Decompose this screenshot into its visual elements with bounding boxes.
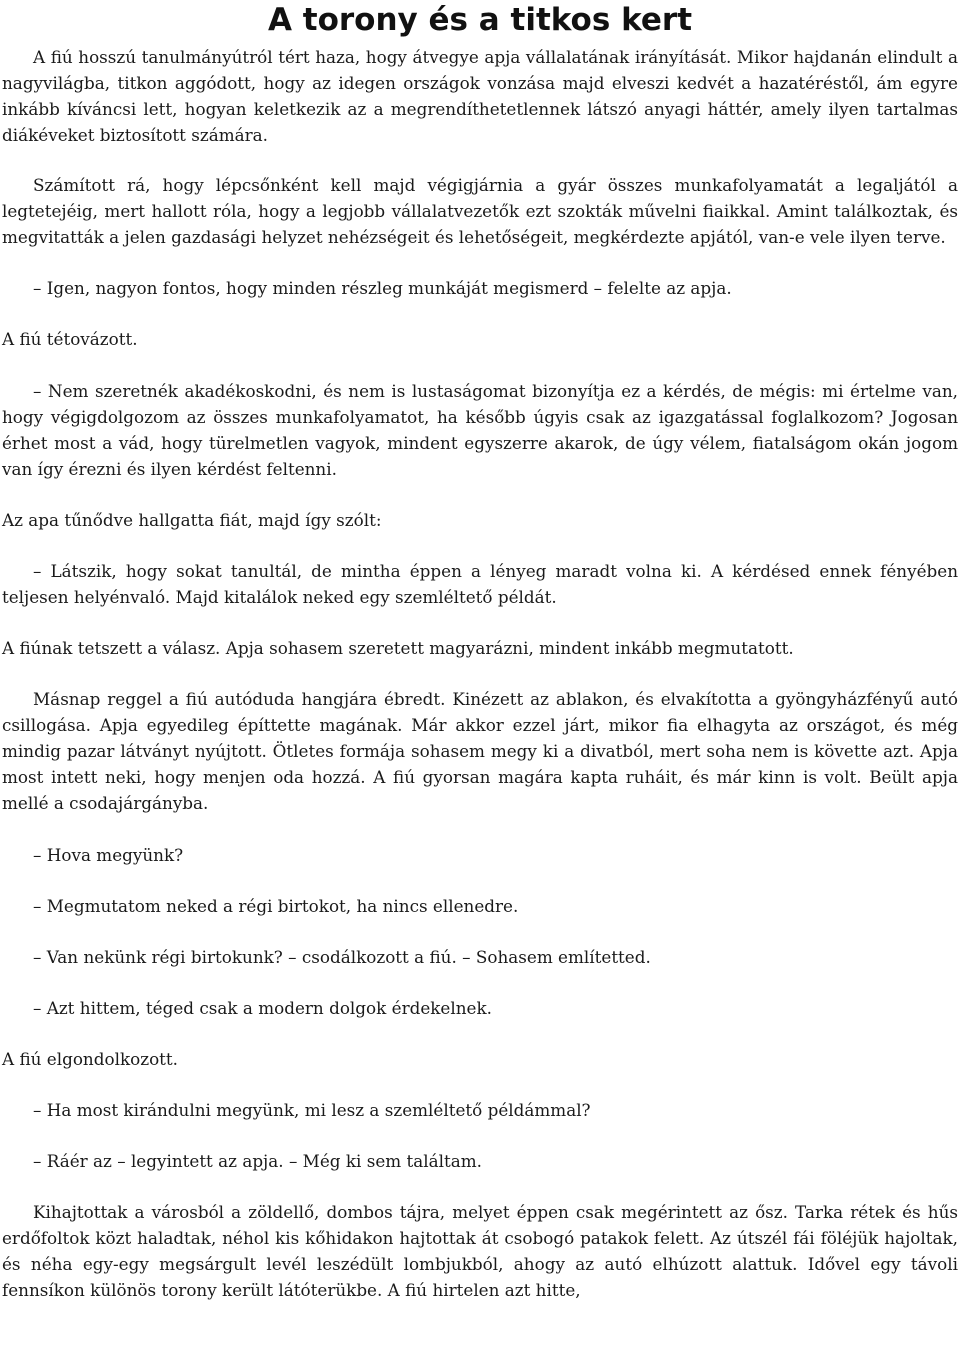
paragraph-6: Másnap reggel a fiú autóduda hangjára ébredt. Kinézett az ablakon, és elvakította a gyöngyházfényű autó csillogása. Apja egyedileg építtette magának. Már akkor ezzel járt, mikor fia elhagyta az országot, és még mindig pazar látványt nyújtott. Ötletes formája sohasem megy ki a divatból, mert soha nem is követte azt. Apja most intett neki, hogy menjen oda hozzá. A fiú gyorsan magára kapta ruháit, és már kinn is volt. Beült apja mellé a csodajárgányba. — [2, 689, 958, 813]
dialogue-line-4: – Hova megyünk? — [33, 845, 184, 865]
dialogue-line-5: – Megmutatom neked a régi birtokot, ha nincs ellenedre. — [33, 896, 519, 916]
paragraph-5: A fiúnak tetszett a válasz. Apja sohasem szeretett magyarázni, mindent inkább megmutatott. — [2, 638, 794, 658]
document-title: A torony és a titkos kert — [267, 2, 693, 38]
dialogue-line-1: – Igen, nagyon fontos, hogy minden részleg munkáját megismerd – felelte az apja. — [33, 278, 732, 298]
paragraph-4: Az apa tűnődve hallgatta fiát, majd így szólt: — [2, 510, 382, 530]
dialogue-line-7: – Azt hittem, téged csak a modern dolgok érdekelnek. — [33, 998, 492, 1018]
dialogue-line-8: – Ha most kirándulni megyünk, mi lesz a szemléltető példámmal? — [33, 1100, 591, 1120]
dialogue-line-3: – Látszik, hogy sokat tanultál, de mintha éppen a lényeg maradt volna ki. A kérdésed ennek fényében teljesen helyénvaló. Majd kitalálok neked egy szemléltető példát. — [2, 561, 958, 607]
paragraph-7: A fiú elgondolkozott. — [2, 1049, 178, 1069]
paragraph-1: A fiú hosszú tanulmányútról tért haza, hogy átvegye apja vállalatának irányítását. Mikor hajdanán elindult a nagyvilágba, titkon aggódott, hogy az idegen országok vonzása majd elveszi kedvét a hazatéréstől, ám egyre inkább kíváncsi lett, hogyan keletkezik az a megrendíthetetlennek látszó anyagi háttér, amely ilyen tartalmas diákéveket biztosított számára. — [2, 47, 958, 145]
paragraph-2: Számított rá, hogy lépcsőnként kell majd végigjárnia a gyár összes munkafolyamatát a legaljától a legtetejéig, mert hallott róla, hogy a legjobb vállalatvezetők ezt szokták művelni fiaikkal. Amint találkoztak, és megvitatták a jelen gazdasági helyzet nehézségeit és lehetőségeit, megkérdezte apjától, van-e vele ilyen terve. — [2, 175, 958, 247]
paragraph-8: Kihajtottak a városból a zöldellő, dombos tájra, melyet éppen csak megérintett az ősz. Tarka rétek és hűs erdőfoltok közt haladtak, néhol kis kőhidakon hajtottak át csobogó patakok felett. Az útszél fái föléjük hajoltak, és néha egy-egy megsárgult levél leszédült lombjukból, ahogy az autó elhúzott alattuk. Idővel egy távoli fennsíkon különös torony került látóterükbe. A fiú hirtelen azt hitte, — [2, 1202, 958, 1300]
dialogue-line-2: – Nem szeretnék akadékoskodni, és nem is lustaságomat bizonyítja ez a kérdés, de mégis: mi értelme van, hogy végigdolgozom az összes munkafolyamatot, ha később úgyis csak az igazgatással foglalkozom? Jogosan érhet most a vád, hogy türelmetlen vagyok, mindent egyszerre akarok, de úgy vélem, fiatalságom okán jogom van így érezni és ilyen kérdést feltenni. — [2, 381, 958, 479]
dialogue-line-9: – Ráér az – legyintett az apja. – Még ki sem találtam. — [33, 1151, 482, 1171]
paragraph-3: A fiú tétovázott. — [2, 329, 138, 349]
dialogue-line-6: – Van nekünk régi birtokunk? – csodálkozott a fiú. – Sohasem említetted. — [33, 947, 651, 967]
